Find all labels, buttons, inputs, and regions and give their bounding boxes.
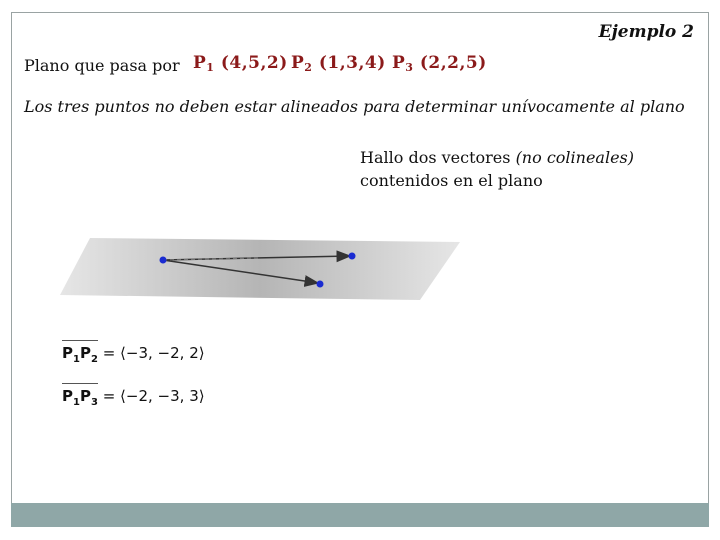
plane-shape <box>60 238 460 300</box>
note-text: Hallo dos vectores (no colineales) contenidos en el plano <box>360 148 635 190</box>
dot-p1 <box>160 257 167 264</box>
point-p2: $P_2$ (1,3,4) <box>291 53 386 74</box>
dot-p3 <box>317 281 324 288</box>
statement-text: Los tres puntos no deben estar alineados para determinar unívocamente al plano <box>24 97 685 116</box>
vector-symbol-p1p3: $P_1P_3$ <box>62 383 98 408</box>
vector-value-2: = ⟨−2, −3, 3⟩ <box>102 387 205 405</box>
vector-formula-2 <box>62 383 205 408</box>
plane-illustration <box>40 230 470 305</box>
vector-symbol-p1p2: $P_1P_2$ <box>62 340 98 365</box>
vector-value-1: = ⟨−3, −2, 2⟩ <box>102 344 205 362</box>
point-p3: $P_3$ (2,2,5) <box>392 53 487 74</box>
intro-text: Plano que pasa por <box>24 56 180 75</box>
footer-bar <box>11 503 709 527</box>
slide-title: Ejemplo 2 <box>598 22 694 42</box>
vector-formula-1 <box>62 340 205 365</box>
dot-p2 <box>349 253 356 260</box>
point-p1: $P_1$ (4,5,2) <box>193 53 288 74</box>
